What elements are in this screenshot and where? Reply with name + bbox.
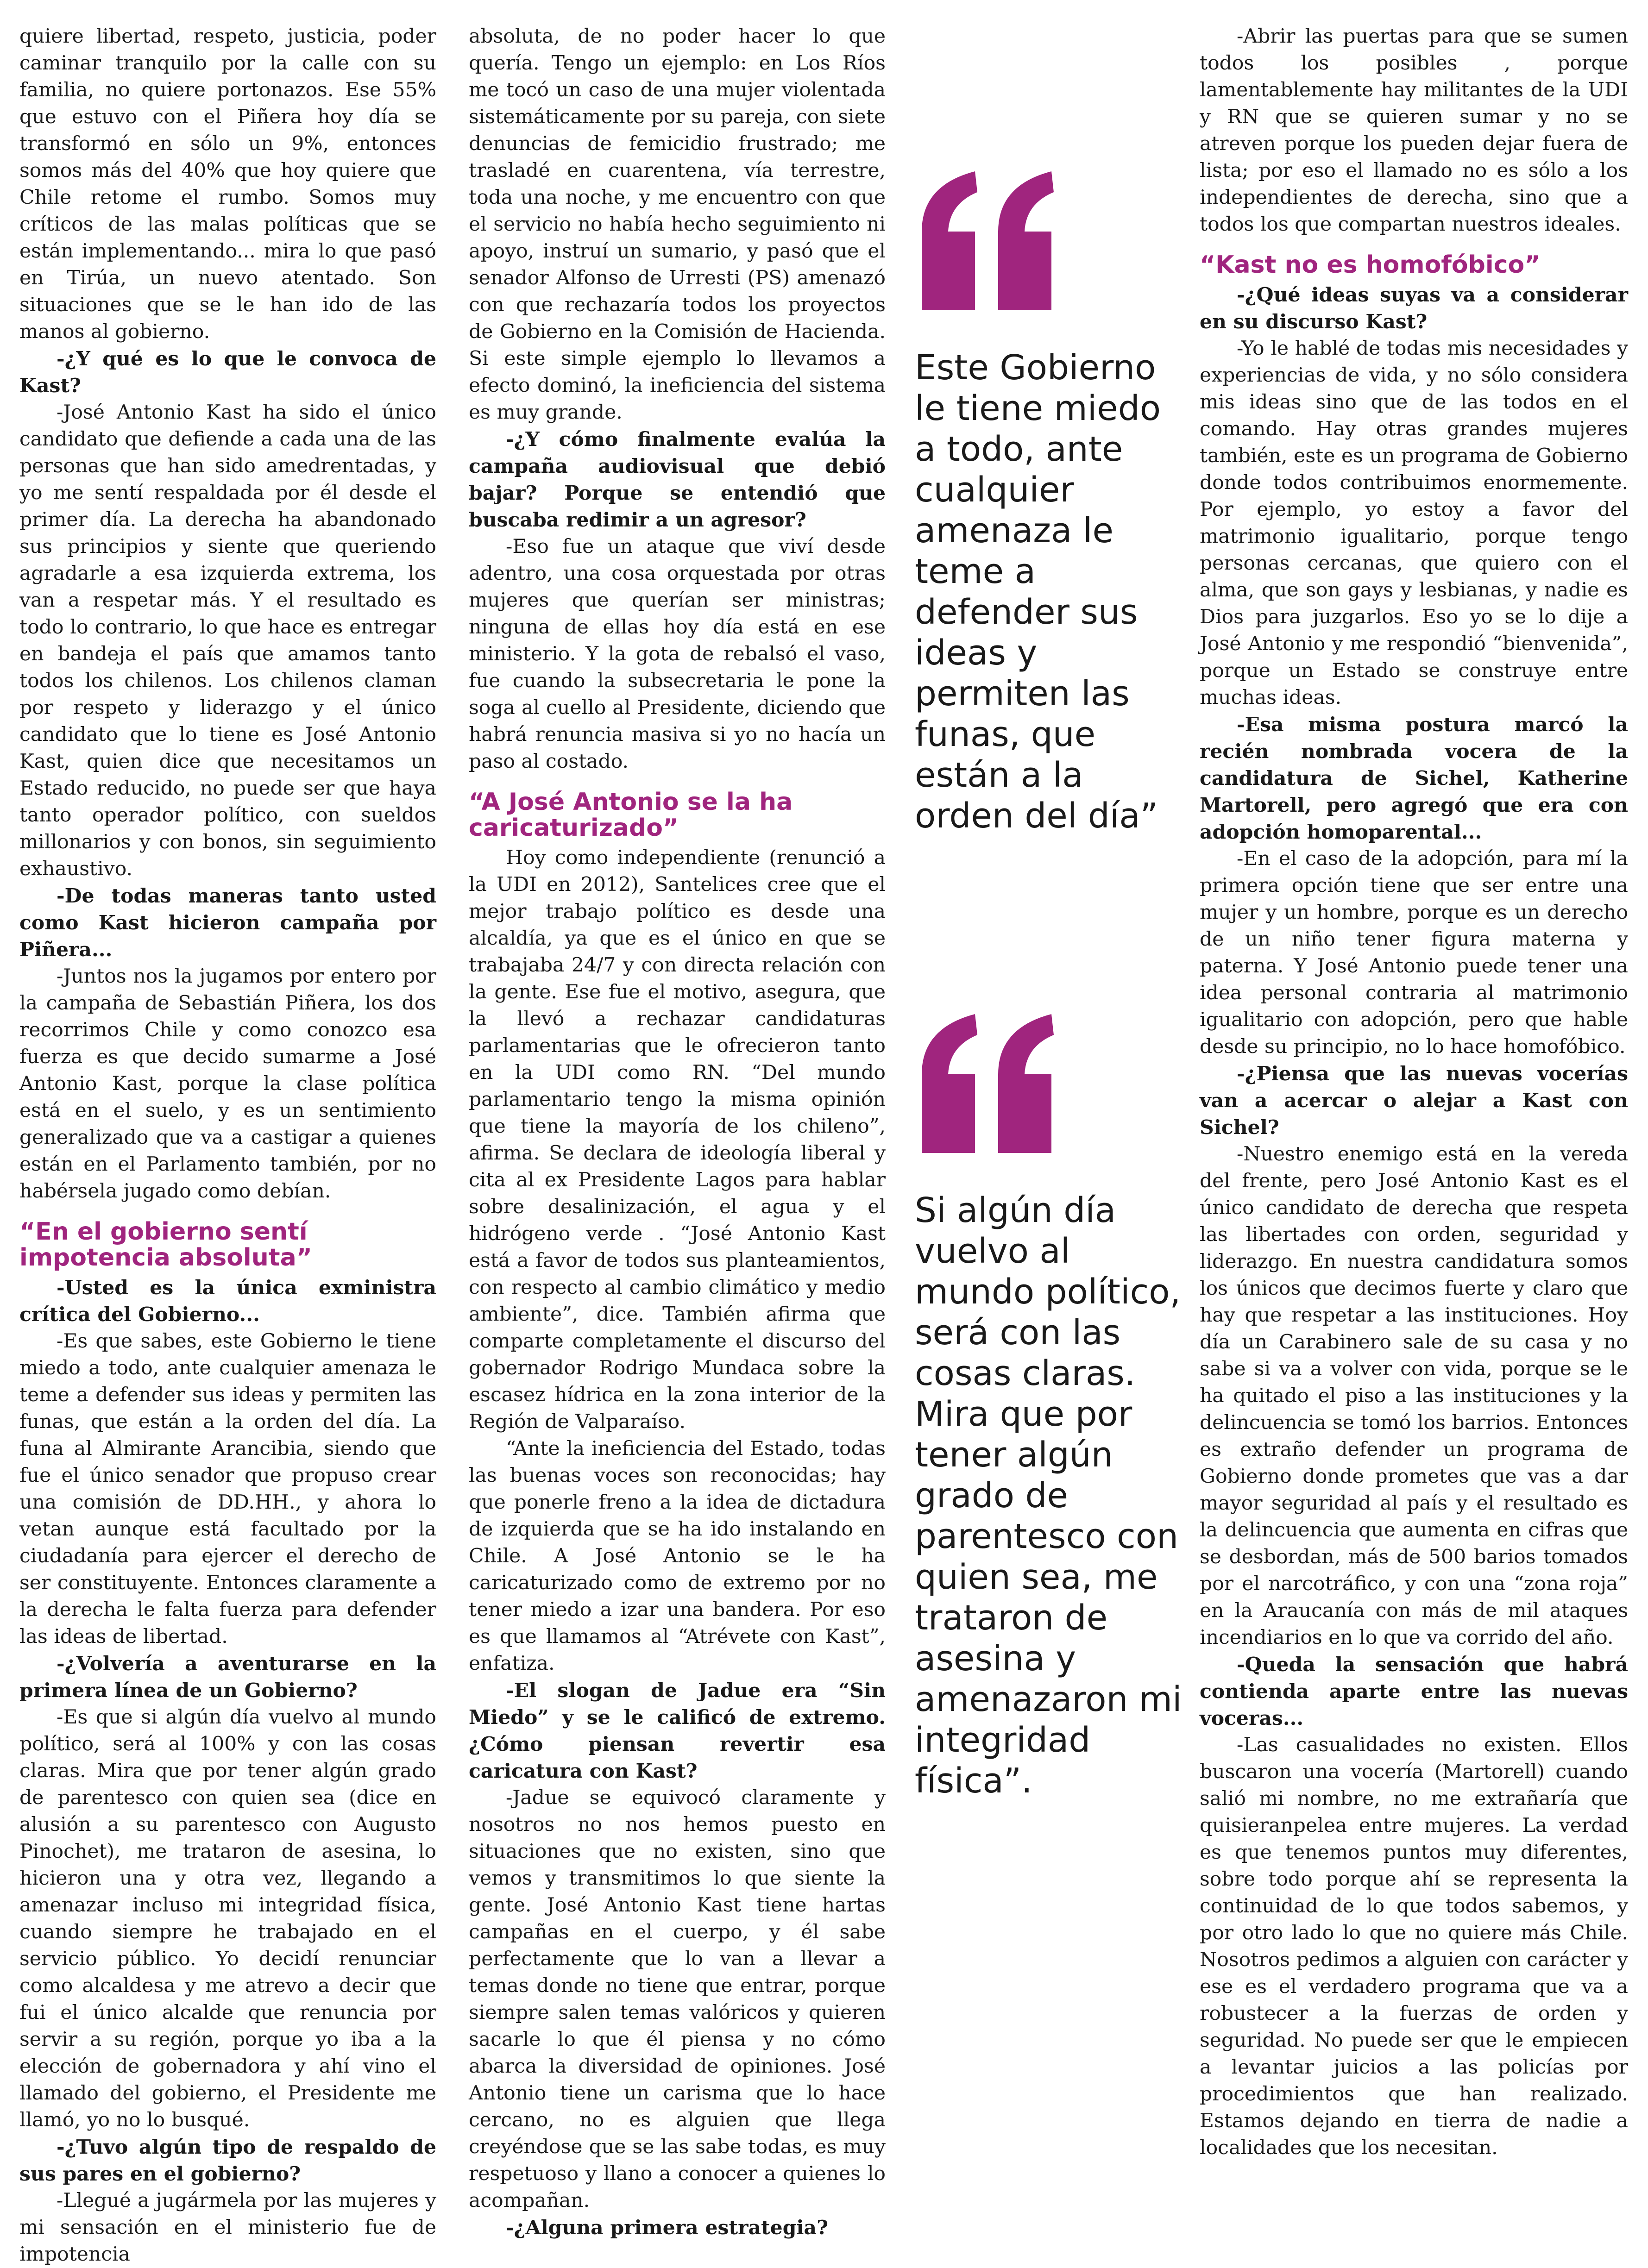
interview-question: -¿Qué ideas suyas va a considerar en su discurso Kast? (1200, 283, 1628, 333)
quote-mark-icon (915, 171, 1058, 310)
paragraph: -Nuestro enemigo está en la vereda del frente, pero José Antonio Kast es el único candidato de derecha que respeta las libertades con orden, seguridad y liderazgo. En nuestra candidatura somos los únicos que decimos fuerte y claro que hay que respetar a las instituciones. Hoy día un Carabinero sale de su casa y no sabe si va a volver con vida, porque se le ha quitado el piso a las instituciones y la delincuencia se tomó los barrios. Entonces es extraño defender un programa de Gobierno donde prometes que vas a dar mayor seguridad al país y el resultado es la delincuencia que aumenta en cifras que se desbordan, más de 500 barios tomados por el narcotráfico, y con una “zona roja” en la Araucanía con más de mil ataques incendiarios en lo que va corrido del año. (1200, 1143, 1628, 1649)
paragraph: -José Antonio Kast ha sido el único candidato que defiende a cada una de las personas que han sido amedrentadas, y yo me sentí respaldada por él desde el primer día. La derecha ha abandonado sus principios y siente que queriendo agradarle a esa izquierda extrema, los van a respetar más. Y el resultado es todo lo contrario, lo que hace es entregar en bandeja el país que amamos tanto todos los chilenos. Los chilenos claman por respeto y liderazgo y el único candidato que lo tiene es José Antonio Kast, quien dice que necesitamos un Estado reducido, no puede ser que haya tanto operador político, con sueldos millonarios y con bonos, sin seguimiento exhaustivo. (19, 401, 436, 880)
interview-question: -Queda la sensación que habrá contienda aparte entre las nuevas voceras... (1200, 1653, 1628, 1730)
section-heading: “En el gobierno sentí impotencia absoluta” (19, 1218, 312, 1272)
pull-quote-text: Este Gobierno le tiene miedo a todo, ante cualquier amenaza le teme a defender sus ideas y permiten las funas, que están a la orden del día” (915, 348, 1161, 836)
interview-question: -¿Tuvo algún tipo de respaldo de sus pares en el gobierno? (19, 2136, 436, 2186)
interview-question: -¿Y qué es lo que le convoca de Kast? (19, 347, 436, 397)
interview-question: -De todas maneras tanto usted como Kast hicieron campaña por Piñera... (19, 884, 436, 961)
interview-question: -¿Volvería a aventurarse en la primera línea de un Gobierno? (19, 1652, 436, 1702)
pull-quote-2 (915, 1014, 1183, 1801)
interview-question: -El slogan de Jadue era “Sin Miedo” y se le calificó de extremo. ¿Cómo piensan revertir esa caricatura con Kast? (469, 1679, 886, 1783)
paragraph: absoluta, de no poder hacer lo que quería. Tengo un ejemplo: en Los Ríos me tocó un caso de una mujer violentada sistemáticamente por su pareja, con siete denuncias de femicidio frustrado; me trasladé en cuarentena, vía terrestre, toda una noche, y me encuentro con que el servicio no había hecho seguimiento ni apoyo, instruí un sumario, y pasó que el senador Alfonso de Urresti (PS) amenazó con que rechazaría todos los proyectos de Gobierno en la Comisión de Hacienda. Si este simple ejemplo lo llevamos a efecto dominó, la ineficiencia del sistema es muy grande. (469, 25, 886, 424)
paragraph: -Yo le hablé de todas mis necesidades y experiencias de vida, y no sólo considera mis ideas sino que de las todos en el comando. Hay otras grandes mujeres también, este es un programa de Gobierno donde todos contribuimos enormemente. Por ejemplo, yo estoy a favor del matrimonio igualitario, porque tengo personas cercanas, que quiero con el alma, que son gays y lesbianas, y nadie es Dios para juzgarlos. Eso yo se lo dije a José Antonio y me respondió “bienvenida”, porque un Estado se construye entre muchas ideas. (1200, 337, 1628, 709)
interview-question: -¿Y cómo finalmente evalúa la campaña audiovisual que debió bajar? Porque se entendió que buscaba redimir a un agresor? (469, 428, 886, 532)
paragraph: -Es que si algún día vuelvo al mundo político, será al 100% y con las cosas claras. Mira que por tener algún grado de parentesco con quien sea (dice en alusión a su parentesco con Augusto Pinochet), me trataron de asesina, lo hicieron una y otra vez, llegando a amenazar incluso mi integridad física, cuando siempre he trabajado en el servicio público. Yo decidí renunciar como alcaldesa y me atrevo a decir que fui el único alcalde que renuncia por servir a su región, porque yo iba a la elección de gobernadora y ahí vino el llamado del gobierno, el Presidente me llamó, yo no lo busqué. (19, 1706, 436, 2131)
pull-quote-column (915, 171, 1183, 1838)
article-column-4 (1200, 23, 1628, 2159)
paragraph: -Es que sabes, este Gobierno le tiene miedo a todo, ante cualquier amenaza le teme a defender sus ideas y permiten las funas, que están a la orden del día. La funa al Almirante Arancibia, siendo que fue el único senador que propuso crear una comisión de DD.HH., y ahora lo vetan aunque está facultado por la ciudadanía para ejercer el derecho de ser constituyente. Entonces claramente a la derecha le falta fuerza para defender las ideas de libertad. (19, 1330, 436, 1648)
section-heading: “A José Antonio se la ha caricaturizado” (469, 788, 793, 842)
paragraph: -Juntos nos la jugamos por entero por la campaña de Sebastián Piñera, los dos recorrimos Chile y como conozco esa fuerza es que decido sumarme a José Antonio Kast, porque la clase política está en el suelo, y es un sentimiento generalizado que va a castigar a quienes están en el Parlamento también, por no habérsela jugado como debían. (19, 965, 436, 1203)
interview-question: -Usted es la única exministra crítica del Gobierno... (19, 1276, 436, 1326)
paragraph: quiere libertad, respeto, justicia, poder caminar tranquilo por la calle con su familia, no quiere portonazos. Ese 55% que estuvo con el Piñera hoy día se transformó en sólo un 9%, entonces somos más del 40% que hoy quiere que Chile retome el rumbo. Somos muy críticos de las malas políticas que se están implementando... mira lo que pasó en Tirúa, un nuevo atentado. Son situaciones que se le han ido de las manos al gobierno. (19, 25, 436, 343)
paragraph: “Ante la ineficiencia del Estado, todas las buenas voces son reconocidas; hay que ponerle freno a la idea de dictadura de izquierda que se ha ido instalando en Chile. A José Antonio se le ha caricaturizado como de extremo por no tener miedo a izar una bandera. Por eso es que llamamos al “Atrévete con Kast”, enfatiza. (469, 1437, 886, 1675)
interview-question: -¿Piensa que las nuevas vocerías van a acercar o alejar a Kast con Sichel? (1200, 1062, 1628, 1139)
pull-quote-text: Si algún día vuelvo al mundo político, será con las cosas claras. Mira que por tener algún grado de parentesco con quien sea, me trataron de asesina y amenazaron mi integridad física”. (915, 1190, 1182, 1801)
article-column-1 (19, 23, 436, 2266)
paragraph: -Las casualidades no existen. Ellos buscaron una vocería (Martorell) cuando salió mi nombre, no me extrañaría que quisieranpelea entre mujeres. La verdad es que tenemos puntos muy diferentes, sobre todo porque ahí se representa la continuidad de lo que todos sabemos, y por otro lado lo que no quiere más Chile. Nosotros pedimos a alguien con carácter y ese es el verdadero programa que va a robustecer a la fuerzas de orden y seguridad. No puede ser que le empiecen a levantar juicios a las policías por procedimientos que han realizado. Estamos dejando en tierra de nadie a localidades que los necesitan. (1200, 1734, 1628, 2159)
paragraph: -Eso fue un ataque que viví desde adentro, una cosa orquestada por otras mujeres que querían ser ministras; ninguna de ellas hoy día está en ese ministerio. Y la gota de rebalsó el vaso, fue cuando la subsecretaria le pone la soga al cuello al Presidente, diciendo que habrá renuncia masiva si yo no hacía un paso al costado. (469, 535, 886, 773)
paragraph: -Llegué a jugármela por las mujeres y mi sensación en el ministerio fue de impotencia (19, 2189, 436, 2266)
interview-question: -¿Alguna primera estrategia? (506, 2216, 828, 2239)
quote-mark-icon (915, 1014, 1058, 1153)
pull-quote-1 (915, 171, 1183, 836)
article-column-2 (469, 23, 886, 2239)
paragraph: Hoy como independiente (renunció a la UDI en 2012), Santelices cree que el mejor trabajo político es desde una alcaldía, ya que es el único en que se trabajaba 24/7 y con directa relación con la gente. Ese fue el motivo, asegura, que la llevó a rechazar candidaturas parlamentarias que le ofrecieron tanto en la UDI como RN. “Del mundo parlamentario tengo la misma opinión que tiene la mayoría de los chileno”, afirma. Se declara de ideología liberal y cita al ex Presidente Lagos para hablar sobre desalinización, el agua y el hidrógeno verde . “José Antonio Kast está a favor de todos sus planteamientos, con respecto al cambio climático y medio ambiente”, dice. También afirma que comparte completamente el discurso del gobernador Rodrigo Mundaca sobre la escasez hídrica en la zona interior de la Región de Valparaíso. (469, 846, 886, 1433)
paragraph: -Jadue se equivocó claramente y nosotros no nos hemos puesto en situaciones que no existen, sino que vemos y transmitimos lo que siente la gente. José Antonio Kast tiene hartas campañas en el cuerpo, y él sabe perfectamente que lo van a llevar a temas donde no tiene que entrar, porque siempre salen temas valóricos y quieren sacarle lo que él piensa y no cómo abarca la diversidad de opiniones. José Antonio tiene un carisma que lo hace cercano, no es alguien que llega creyéndose que se las sabe todas, es muy respetuoso y llano a conocer a quienes lo acompañan. (469, 1786, 886, 2212)
paragraph: -Abrir las puertas para que se sumen todos los posibles , porque lamentablemente hay militantes de la UDI y RN que se quieren sumar y no se atreven porque los pueden dejar fuera de lista; por eso el llamado no es sólo a los independientes de derecha, sino que a todos los que compartan nuestros ideales. (1200, 25, 1628, 236)
interview-question: -Esa misma postura marcó la recién nombrada vocera de la candidatura de Sichel, Katherine Martorell, pero agregó que era con adopción homoparental... (1200, 713, 1628, 844)
paragraph: -En el caso de la adopción, para mí la primera opción tiene que ser entre una mujer y un hombre, porque es un derecho de un niño tener figura materna y paterna. Y José Antonio puede tener una idea personal contraria al matrimonio igualitario con adopción, pero que hable desde su principio, no lo hace homofóbico. (1200, 847, 1628, 1058)
section-heading: “Kast no es homofóbico” (1200, 251, 1541, 279)
